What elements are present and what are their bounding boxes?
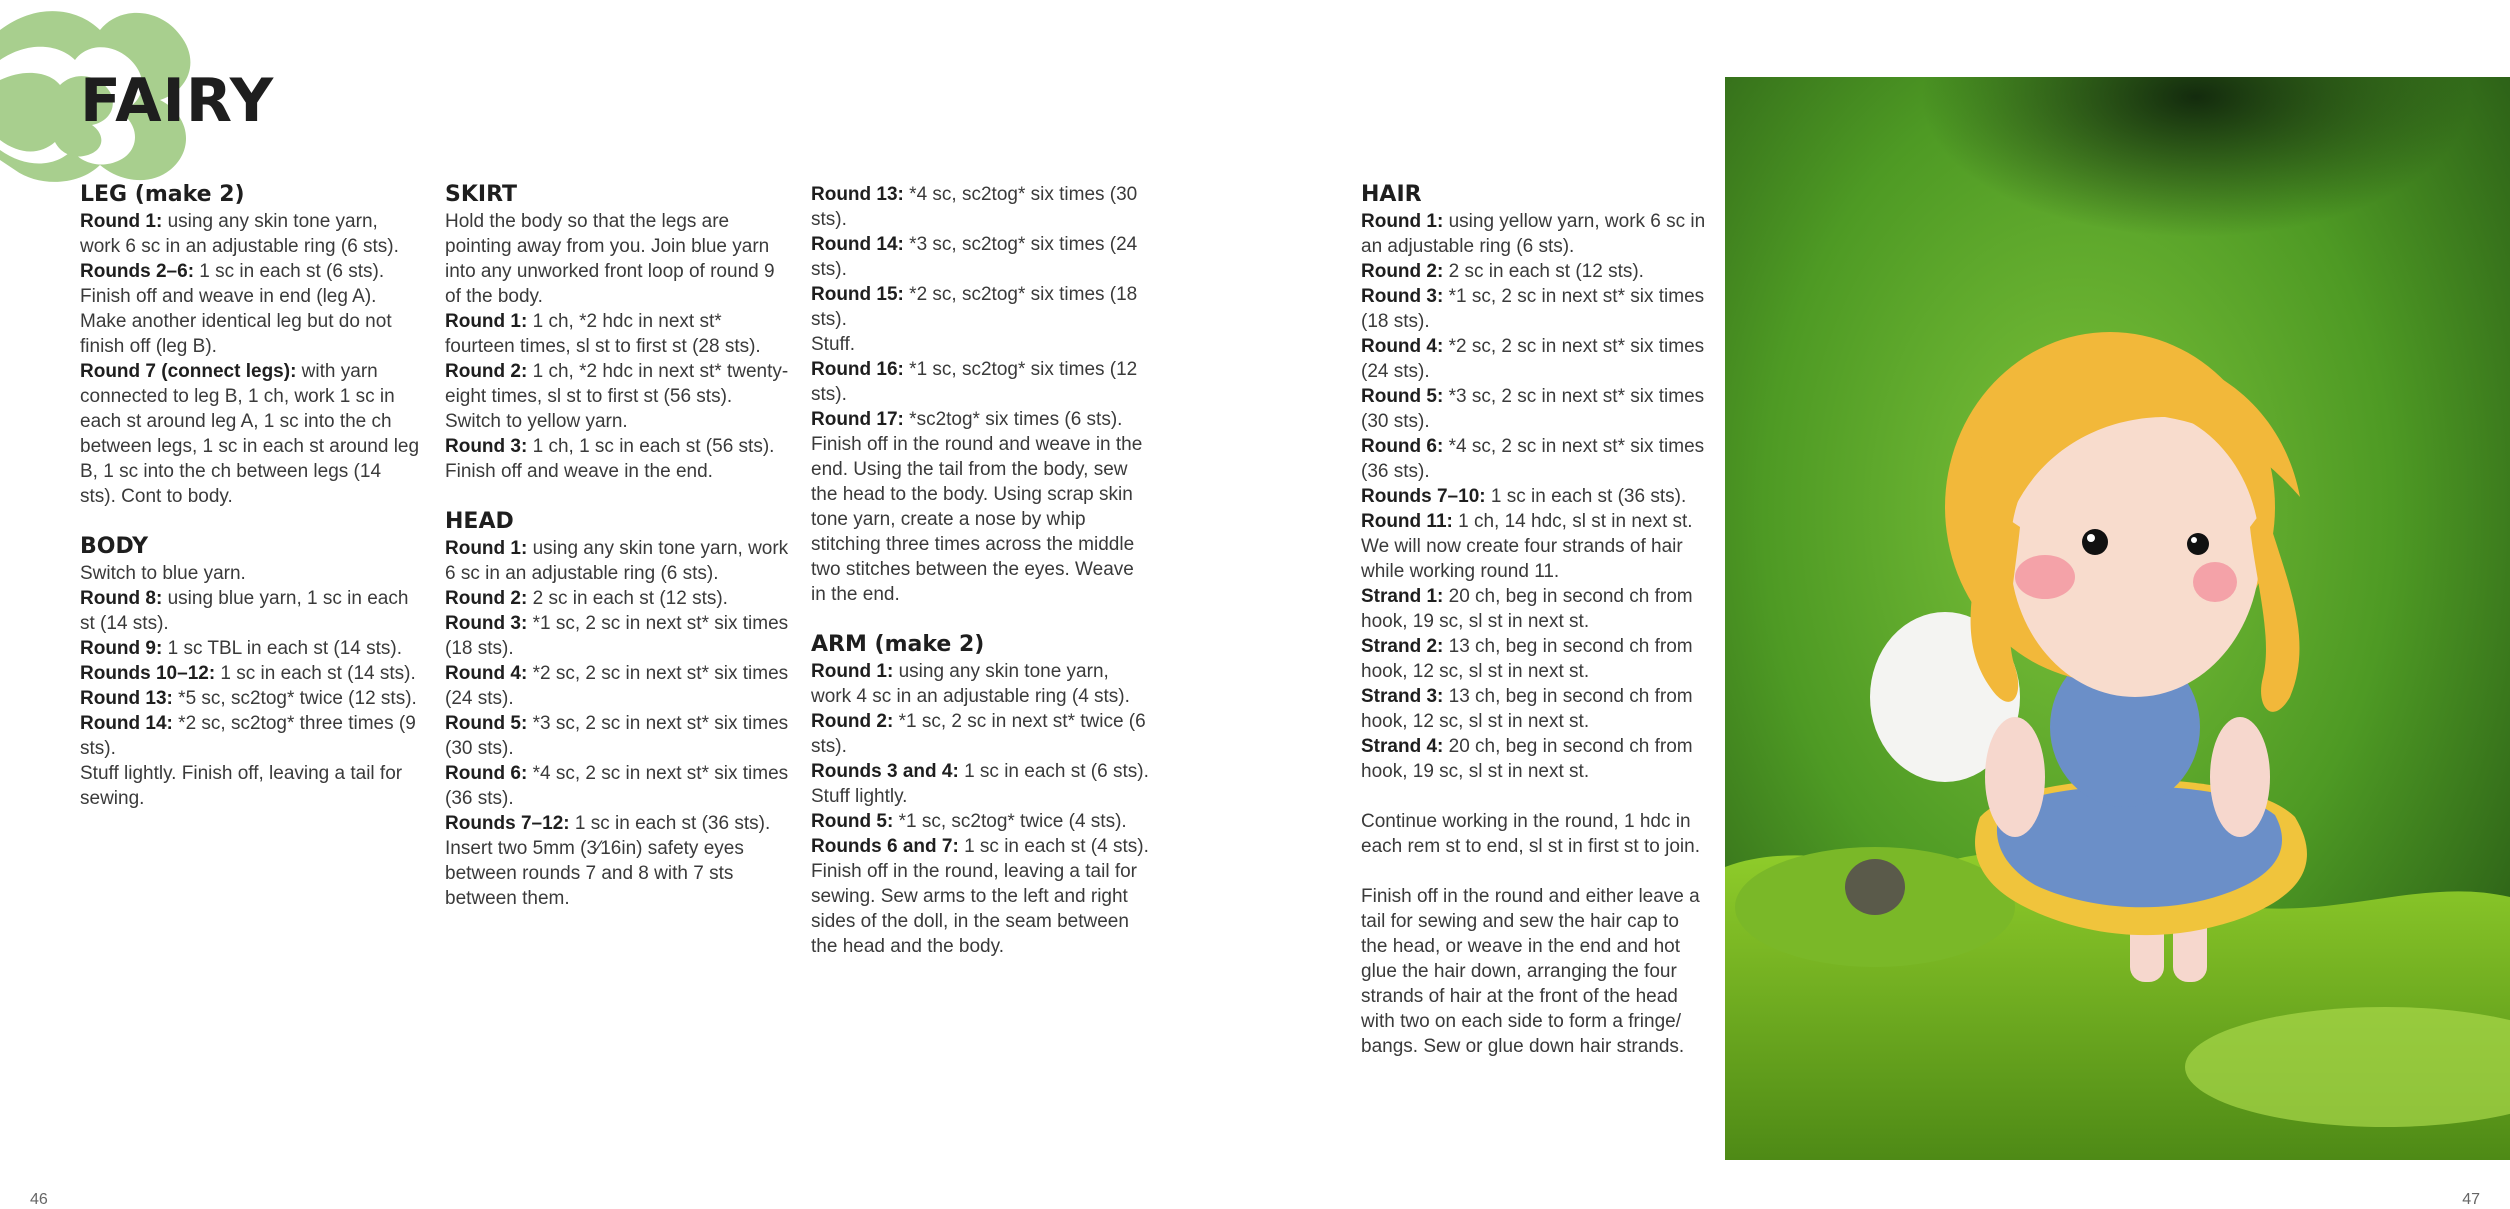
pattern-line — [445, 586, 790, 611]
round-text: *3 sc, sc2tog* six times (24 sts). — [811, 234, 1138, 280]
round-text: Switch to blue yarn. — [80, 563, 246, 584]
round-label: Round 3: — [1361, 286, 1444, 307]
round-text: *2 sc, 2 sc in next st* six times (24 sts). — [1361, 336, 1705, 382]
round-label: Round 2: — [811, 711, 894, 732]
round-text: *1 sc, sc2tog* twice (4 sts). — [893, 811, 1127, 832]
pattern-line — [1361, 584, 1706, 634]
round-text: 20 ch, beg in second ch from hook, 19 sc, sl st in next st. — [1361, 586, 1693, 632]
section-heading: HAIR — [1361, 182, 1422, 207]
round-label: Round 1: — [80, 211, 163, 232]
round-label: Round 1: — [445, 538, 528, 559]
round-text: 20 ch, beg in second ch from hook, 19 sc, sl st in next st. — [1361, 736, 1693, 782]
round-label: Round 1: — [1361, 211, 1444, 232]
round-label: Round 2: — [1361, 261, 1444, 282]
pattern-line — [1361, 334, 1706, 384]
round-text: 1 sc in each st (36 sts). — [1485, 486, 1687, 507]
section-arm — [811, 632, 1151, 959]
round-label: Rounds 6 and 7: — [811, 836, 959, 857]
round-text: with yarn connected to leg B, 1 ch, work 1 sc in each st around leg A, 1 sc into the ch between legs, 1 sc in each st around leg B, 1 sc into the ch between legs (14 sts). Cont to body. — [80, 361, 420, 507]
round-label: Round 14: — [811, 234, 904, 255]
round-text: *4 sc, 2 sc in next st* six times (36 sts). — [1361, 436, 1705, 482]
pattern-column-1 — [80, 182, 420, 811]
pattern-column-4 — [1361, 182, 1706, 1059]
pattern-line — [1361, 684, 1706, 734]
pattern-line — [445, 611, 790, 661]
round-label: Rounds 7–10: — [1361, 486, 1486, 507]
pattern-line — [1361, 734, 1706, 784]
round-text: *2 sc, 2 sc in next st* six times (24 sts). — [445, 663, 789, 709]
round-text: *1 sc, 2 sc in next st* twice (6 sts). — [811, 711, 1146, 757]
pattern-column-3 — [811, 182, 1151, 959]
instruction-paragraph: Finish off in the round and either leave a tail for sewing and sew the hair cap to the head, or weave in the end and hot glue the hair down, arranging the four strands of hair at the front of the head with two on each side to form a fringe/ bangs. Sew or glue down hair strands. — [1361, 886, 1700, 1057]
pattern-line — [80, 359, 420, 509]
pattern-line — [811, 809, 1151, 834]
pattern-line — [811, 182, 1151, 232]
round-label: Round 9: — [80, 638, 163, 659]
pattern-line — [445, 711, 790, 761]
round-text: using any skin tone yarn, work 6 sc in an adjustable ring (6 sts). — [80, 211, 399, 257]
round-text: Hold the body so that the legs are pointing away from you. Join blue yarn into any unworked front loop of round 9 of the body. — [445, 211, 775, 307]
round-text: *2 sc, sc2tog* three times (9 sts). — [80, 713, 416, 759]
round-label: Round 7 (connect legs): — [80, 361, 297, 382]
fairy-doll-photo — [1725, 77, 2510, 1160]
pattern-line — [1361, 434, 1706, 484]
round-text: *2 sc, sc2tog* six times (18 sts). — [811, 284, 1138, 330]
round-text: using blue yarn, 1 sc in each st (14 sts). — [80, 588, 409, 634]
pattern-line — [445, 409, 790, 434]
pattern-line — [811, 232, 1151, 282]
round-label: Round 1: — [811, 661, 894, 682]
round-label: Round 2: — [445, 588, 528, 609]
page-number-right: 47 — [2462, 1191, 2480, 1208]
round-text: Stuff lightly. Finish off, leaving a tail for sewing. — [80, 763, 403, 809]
round-text: 1 sc in each st (4 sts). Finish off in the round, leaving a tail for sewing. Sew arms to the left and right sides of the doll, in the seam between the head and the body. — [811, 836, 1149, 957]
round-label: Round 1: — [445, 311, 528, 332]
pattern-line — [445, 536, 790, 586]
round-label: Round 3: — [445, 613, 528, 634]
round-text: *sc2tog* six times (6 sts). Finish off in the round and weave in the end. Using the tail from the body, sew the head to the body. Using scrap skin tone yarn, create a nose by whip stitching three times across the middle two stitches between the eyes. Weave in the end. — [811, 409, 1143, 605]
pattern-line — [445, 761, 790, 811]
pattern-line — [1361, 634, 1706, 684]
pattern-line — [811, 332, 1151, 357]
round-label: Round 17: — [811, 409, 904, 430]
round-text: 1 sc in each st (14 sts). — [215, 663, 416, 684]
round-text: 2 sc in each st (12 sts). — [1443, 261, 1644, 282]
section-head-continued — [811, 182, 1151, 607]
round-text: Switch to yellow yarn. — [445, 411, 628, 432]
section-heading: SKIRT — [445, 182, 518, 207]
pattern-line — [811, 759, 1151, 809]
pattern-line — [811, 709, 1151, 759]
pattern-line — [80, 686, 420, 711]
round-label: Round 15: — [811, 284, 904, 305]
round-text: 2 sc in each st (12 sts). — [527, 588, 728, 609]
section-skirt — [445, 182, 790, 484]
section-hair — [1361, 182, 1706, 1059]
section-heading: BODY — [80, 534, 149, 559]
pattern-line — [80, 761, 420, 811]
round-label: Round 14: — [80, 713, 173, 734]
pattern-line — [80, 259, 420, 359]
round-text: *1 sc, sc2tog* six times (12 sts). — [811, 359, 1138, 405]
round-label: Round 6: — [1361, 436, 1444, 457]
pattern-line — [445, 836, 790, 911]
page-title: FAIRY — [80, 66, 275, 136]
round-text: using any skin tone yarn, work 6 sc in an adjustable ring (6 sts). — [445, 538, 789, 584]
round-text: 1 sc TBL in each st (14 sts). — [162, 638, 403, 659]
round-label: Round 13: — [80, 688, 173, 709]
pattern-line — [1361, 384, 1706, 434]
pattern-line — [445, 661, 790, 711]
section-heading: HEAD — [445, 509, 514, 534]
round-label: Round 5: — [1361, 386, 1444, 407]
page-number-left: 46 — [30, 1191, 48, 1208]
section-leg — [80, 182, 420, 509]
round-text: *4 sc, 2 sc in next st* six times (36 sts). — [445, 763, 789, 809]
pattern-line — [811, 282, 1151, 332]
section-body — [80, 534, 420, 811]
round-text: *5 sc, sc2tog* twice (12 sts). — [172, 688, 417, 709]
pattern-line — [1361, 284, 1706, 334]
round-text: 1 sc in each st (6 sts). Finish off and weave in end (leg A). Make another identical leg but do not finish off (leg B). — [80, 261, 392, 357]
round-label: Rounds 3 and 4: — [811, 761, 959, 782]
round-text: using any skin tone yarn, work 4 sc in an adjustable ring (4 sts). — [811, 661, 1130, 707]
pattern-line — [811, 407, 1151, 607]
round-text: 1 ch, *2 hdc in next st* fourteen times, sl st to first st (28 sts). — [445, 311, 761, 357]
round-text: 13 ch, beg in second ch from hook, 12 sc, sl st in next st. — [1361, 636, 1693, 682]
round-text: using yellow yarn, work 6 sc in an adjustable ring (6 sts). — [1361, 211, 1706, 257]
round-label: Round 5: — [811, 811, 894, 832]
pattern-line — [445, 434, 790, 484]
round-text: 1 ch, *2 hdc in next st* twenty-eight times, sl st to first st (56 sts). — [445, 361, 789, 407]
pattern-line — [80, 661, 420, 686]
pattern-line — [811, 357, 1151, 407]
round-label: Strand 4: — [1361, 736, 1444, 757]
pattern-line — [80, 209, 420, 259]
pattern-line — [1361, 509, 1706, 584]
pattern-line — [1361, 259, 1706, 284]
pattern-line — [445, 309, 790, 359]
round-label: Strand 1: — [1361, 586, 1444, 607]
round-label: Round 2: — [445, 361, 528, 382]
pattern-column-2 — [445, 182, 790, 911]
round-text: 13 ch, beg in second ch from hook, 12 sc, sl st in next st. — [1361, 686, 1693, 732]
pattern-line — [445, 209, 790, 309]
round-text: 1 sc in each st (36 sts). — [569, 813, 771, 834]
round-label: Round 6: — [445, 763, 528, 784]
round-text: *1 sc, 2 sc in next st* six times (18 sts). — [445, 613, 789, 659]
section-head — [445, 509, 790, 911]
round-text: Insert two 5mm (3⁄16in) safety eyes between rounds 7 and 8 with 7 sts between them. — [445, 838, 744, 909]
round-text: 1 ch, 14 hdc, sl st in next st. We will now create four strands of hair while working round 11. — [1361, 511, 1693, 582]
pattern-line — [1361, 209, 1706, 259]
pattern-line — [811, 659, 1151, 709]
round-label: Strand 2: — [1361, 636, 1444, 657]
round-text: *3 sc, 2 sc in next st* six times (30 sts). — [445, 713, 789, 759]
round-label: Rounds 2–6: — [80, 261, 195, 282]
round-text: 1 sc in each st (6 sts). Stuff lightly. — [811, 761, 1149, 807]
round-label: Rounds 7–12: — [445, 813, 570, 834]
section-heading: ARM (make 2) — [811, 632, 985, 657]
round-text: *1 sc, 2 sc in next st* six times (18 sts). — [1361, 286, 1705, 332]
pattern-line — [80, 561, 420, 586]
pattern-line — [1361, 484, 1706, 509]
pattern-line — [445, 811, 790, 836]
round-text: 1 ch, 1 sc in each st (56 sts). Finish off and weave in the end. — [445, 436, 775, 482]
round-text: Stuff. — [811, 334, 856, 355]
round-label: Round 11: — [1361, 511, 1453, 532]
pattern-line — [80, 586, 420, 636]
round-label: Round 13: — [811, 184, 904, 205]
section-heading: LEG (make 2) — [80, 182, 245, 207]
round-label: Strand 3: — [1361, 686, 1444, 707]
instruction-paragraph: Continue working in the round, 1 hdc in each rem st to end, sl st in first st to join. — [1361, 811, 1700, 857]
round-text: *3 sc, 2 sc in next st* six times (30 sts). — [1361, 386, 1705, 432]
round-label: Round 3: — [445, 436, 528, 457]
round-label: Rounds 10–12: — [80, 663, 216, 684]
round-label: Round 16: — [811, 359, 904, 380]
round-text: *4 sc, sc2tog* six times (30 sts). — [811, 184, 1138, 230]
round-label: Round 4: — [1361, 336, 1444, 357]
pattern-line — [811, 834, 1151, 959]
pattern-line — [445, 359, 790, 409]
round-label: Round 8: — [80, 588, 163, 609]
pattern-line — [80, 636, 420, 661]
round-label: Round 4: — [445, 663, 528, 684]
pattern-line — [80, 711, 420, 761]
round-label: Round 5: — [445, 713, 528, 734]
